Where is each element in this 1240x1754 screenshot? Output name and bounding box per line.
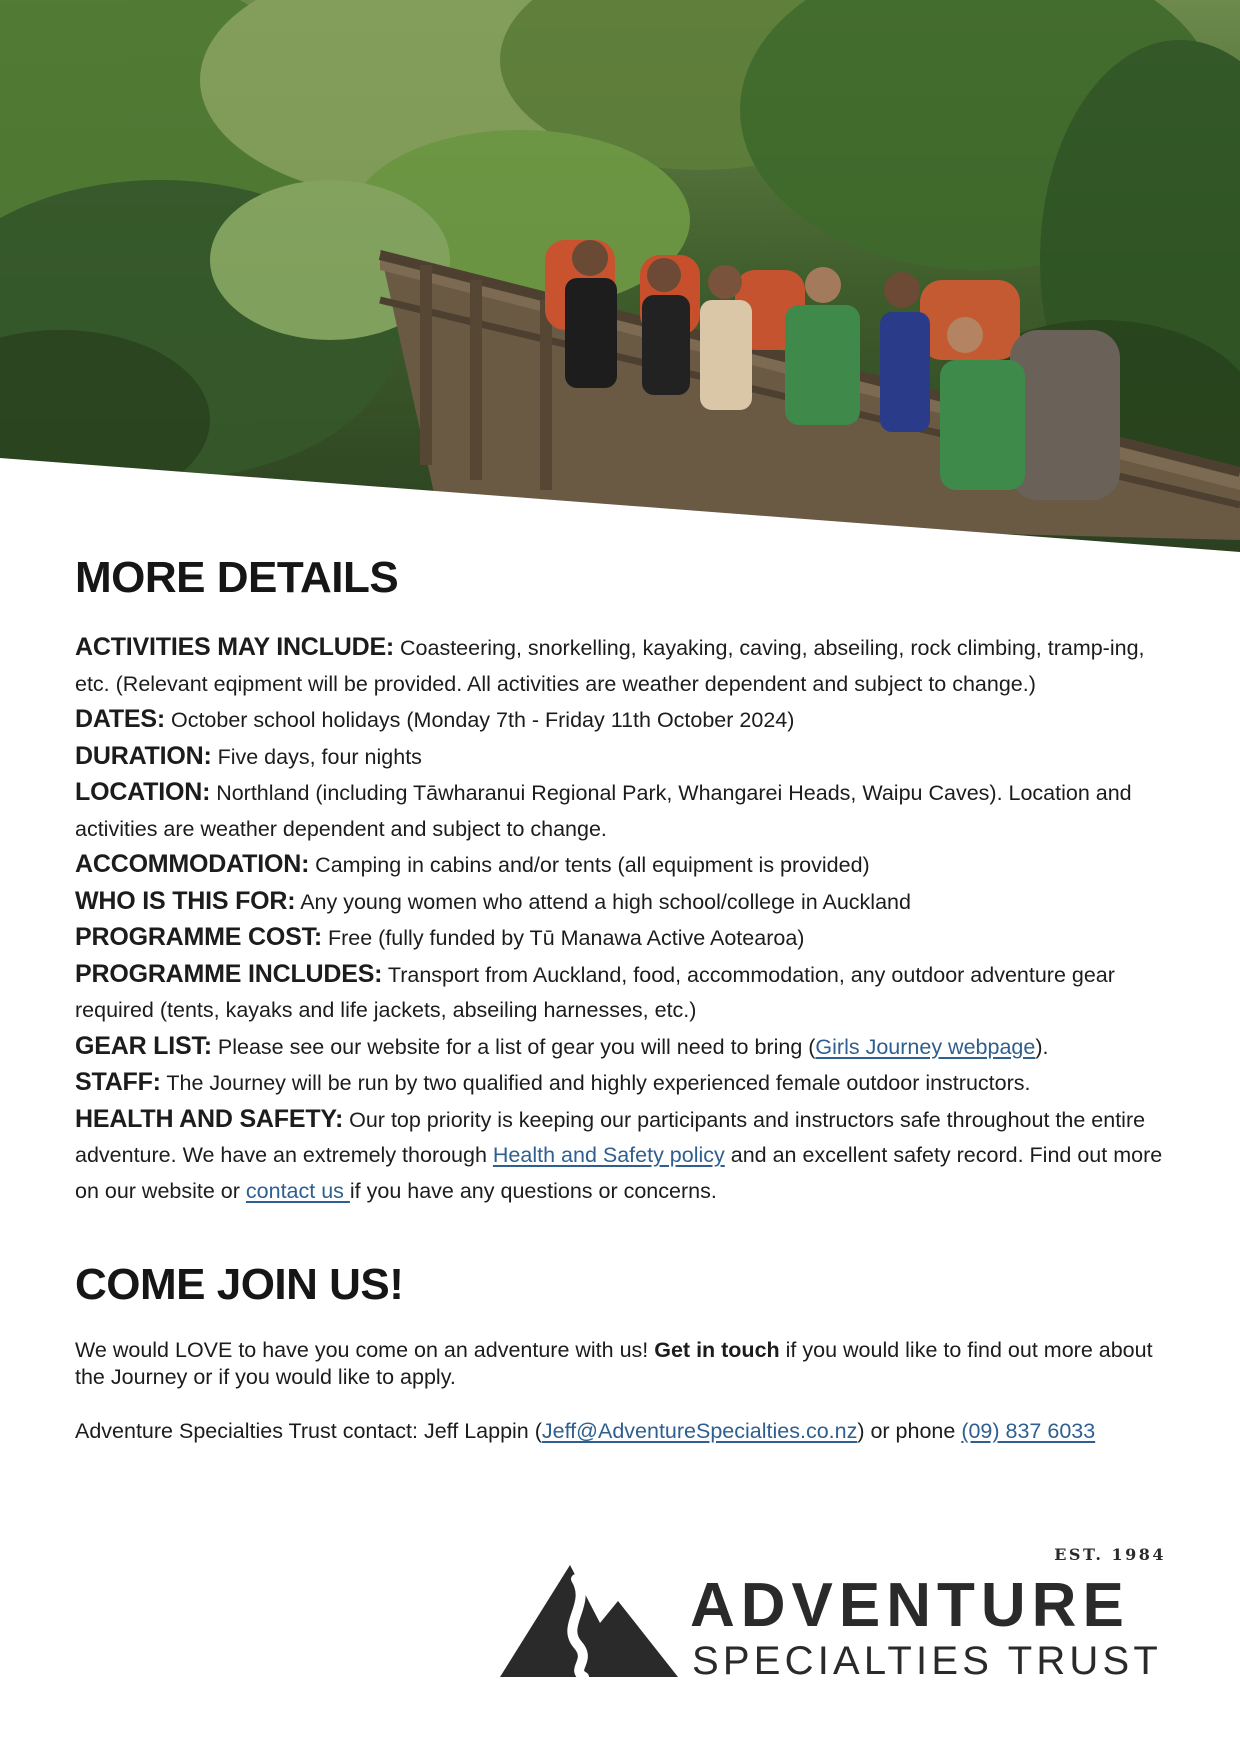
email-link[interactable]: Jeff@AdventureSpecialties.co.nz (541, 1419, 858, 1443)
mountain-icon (500, 1565, 680, 1685)
hero-photo (0, 0, 1240, 560)
hero-photo-illustration (0, 0, 1240, 560)
logo-est: EST. 1984 (1054, 1545, 1166, 1564)
detail-label: PROGRAMME COST: (75, 923, 323, 951)
detail-label: ACCOMMODATION: (75, 850, 310, 878)
health-safety-policy-link[interactable]: Health and Safety policy (492, 1143, 725, 1167)
detail-location (75, 775, 1170, 847)
detail-label: GEAR LIST: (75, 1031, 212, 1060)
contact-text: Adventure Specialties Trust contact: Jeff Lappin ( (75, 1419, 542, 1443)
detail-text: Camping in cabins and/or tents (all equipment is provided) (309, 853, 870, 877)
detail-label: DATES: (75, 705, 165, 733)
detail-who (75, 884, 1170, 921)
logo-specialties-trust: SPECIALTIES TRUST (692, 1639, 1163, 1683)
detail-label: PROGRAMME INCLUDES: (75, 959, 383, 988)
more-details-heading: MORE DETAILS (75, 553, 399, 602)
detail-text: Coasteering, snorkelling, kayaking, caving, abseiling, rock climbing, tramp-ing, etc. (Relevant eqipment will be provided. All activities are weather dependent and subject to change.) (75, 636, 1145, 696)
detail-gear (75, 1029, 1170, 1066)
detail-label: ACTIVITIES MAY INCLUDE: (75, 633, 395, 661)
detail-duration (75, 739, 1170, 776)
detail-text: Please see our website for a list of gear you will need to bring ( (211, 1034, 816, 1059)
contact-line (75, 1418, 1170, 1445)
detail-dates (75, 702, 1170, 739)
girls-journey-link[interactable]: Girls Journey webpage (815, 1034, 1036, 1059)
detail-text: The Journey will be run by two qualified and highly experienced female outdoor instructors. (160, 1071, 1031, 1095)
join-section (75, 1259, 1170, 1445)
detail-text: Our top priority is keeping our participants and instructors safe throughout the entire adventure. We have an extremely thorough (75, 1107, 1146, 1167)
logo-adventure: ADVENTURE (690, 1571, 1130, 1640)
detail-label: DURATION: (75, 741, 212, 770)
detail-label: WHO IS THIS FOR: (75, 886, 296, 915)
detail-label: STAFF: (75, 1068, 161, 1096)
detail-includes (75, 957, 1170, 1029)
detail-staff (75, 1065, 1170, 1102)
contact-text: ) or phone (857, 1419, 962, 1443)
detail-text: Free (fully funded by Tū Manawa Active Aotearoa) (322, 926, 805, 950)
detail-cost (75, 920, 1170, 957)
contact-us-link[interactable]: contact us (245, 1178, 350, 1203)
details-list (75, 630, 1170, 1209)
detail-accommodation (75, 847, 1170, 884)
adventure-specialties-logo (500, 1545, 1170, 1685)
detail-text: if you have any questions or concerns. (349, 1178, 717, 1203)
detail-text: Transport from Auckland, food, accommodation, any outdoor adventure gear required (tents, kayaks and life jackets, abseiling harnesses, etc.) (75, 962, 1115, 1022)
detail-text: Five days, four nights (211, 744, 422, 769)
detail-text: Any young women who attend a high school/college in Auckland (295, 889, 911, 914)
detail-text: October school holidays (Monday 7th - Friday 11th October 2024) (165, 708, 795, 732)
join-intro-text: We would LOVE to have you come on an adventure with us! (75, 1338, 655, 1362)
get-in-touch-text: Get in touch (654, 1338, 780, 1362)
detail-text: Northland (including Tāwharanui Regional Park, Whangarei Heads, Waipu Caves). Location and activities are weather dependent and subject to change. (75, 781, 1132, 841)
join-heading: COME JOIN US! (75, 1260, 404, 1309)
detail-activities (75, 630, 1170, 702)
phone-link[interactable]: (09) 837 6033 (961, 1419, 1096, 1443)
join-intro-text: if you would like to find out more about the Journey or if you would like to apply. (75, 1338, 1153, 1389)
detail-label: HEALTH AND SAFETY: (75, 1104, 344, 1133)
detail-text: ). (1035, 1034, 1049, 1059)
detail-health (75, 1102, 1170, 1210)
detail-label: LOCATION: (75, 778, 211, 806)
join-intro (75, 1337, 1170, 1391)
main-content (75, 552, 1170, 1445)
detail-text: and an excellent safety record. Find out more on our website or (75, 1143, 1163, 1203)
